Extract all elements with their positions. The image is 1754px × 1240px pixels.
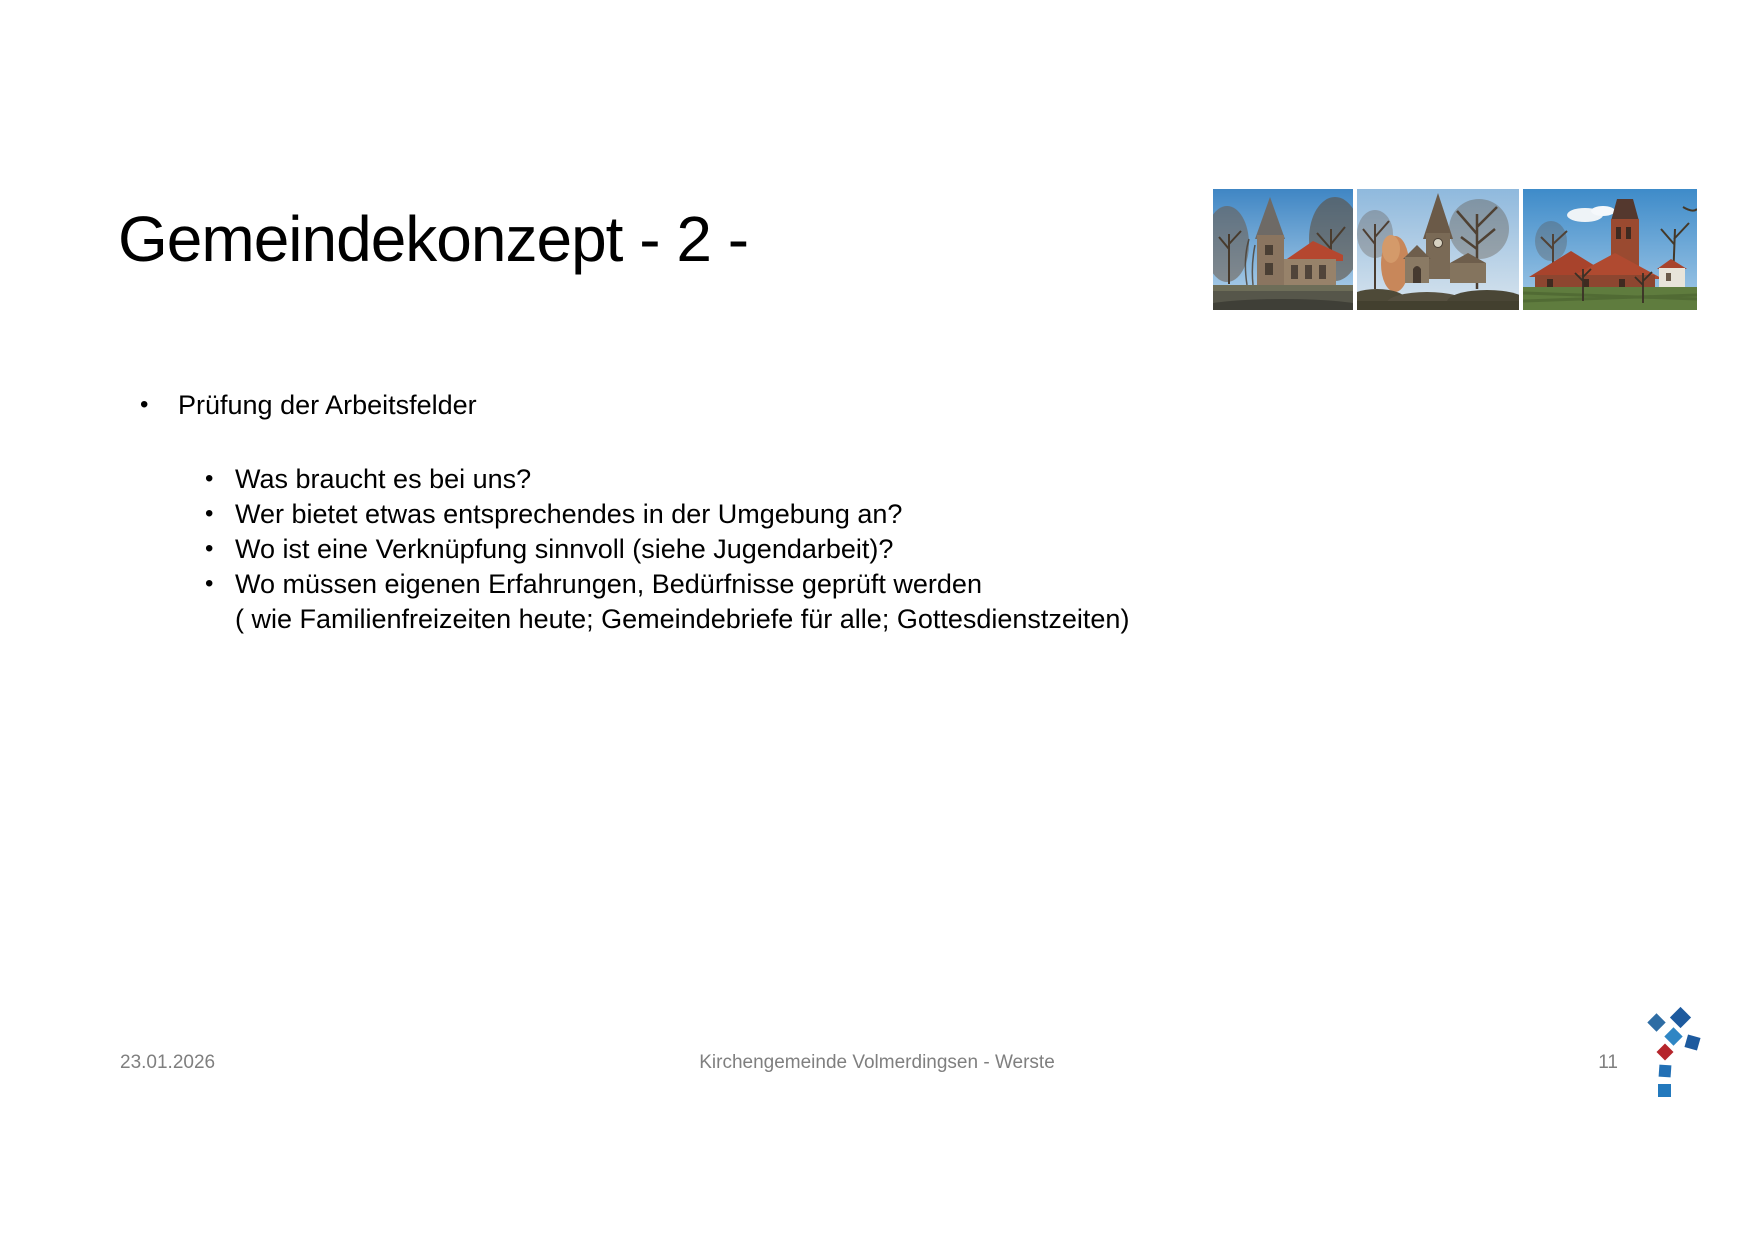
- church-photo-2: [1357, 189, 1519, 310]
- main-bullet-text: Prüfung der Arbeitsfelder: [178, 390, 477, 420]
- logo-square-icon: [1658, 1084, 1671, 1097]
- logo-square-icon: [1647, 1013, 1665, 1031]
- logo-square-icon: [1664, 1027, 1682, 1045]
- sub-bullet-row: [205, 532, 1340, 567]
- bullet-icon: •: [140, 391, 149, 418]
- church-photo-strip: [1213, 189, 1697, 310]
- sub-bullet-text: Wo ist eine Verknüpfung sinnvoll (siehe Jugendarbeit)?: [235, 534, 894, 564]
- sub-bullet-continuation-row: [205, 602, 1340, 637]
- sub-bullet-text: Wer bietet etwas entsprechendes in der Umgebung an?: [235, 499, 903, 529]
- slide-title: Gemeindekonzept - 2 -: [118, 203, 748, 275]
- logo-square-icon: [1670, 1007, 1691, 1028]
- sub-bullet-list: [205, 462, 1340, 637]
- bullet-icon: •: [205, 570, 214, 597]
- church-photo-1: [1213, 189, 1353, 310]
- sub-bullet-text: Was braucht es bei uns?: [235, 464, 532, 494]
- footer-date: 23.01.2026: [120, 1052, 216, 1073]
- logo-square-icon: [1684, 1034, 1700, 1050]
- bullet-icon: •: [205, 500, 214, 527]
- sub-bullet-row: [205, 567, 1340, 602]
- church-photo-3: [1523, 189, 1697, 310]
- sub-bullet-row: [205, 497, 1340, 532]
- bullet-icon: •: [205, 535, 214, 562]
- sub-bullet-text: Wo müssen eigenen Erfahrungen, Bedürfnisse geprüft werden: [235, 569, 982, 599]
- bullet-icon: •: [205, 465, 214, 492]
- slide-body: [140, 388, 1340, 637]
- page-number: 11: [1598, 1052, 1618, 1073]
- main-bullet-row: [140, 388, 1340, 422]
- logo-square-icon: [1657, 1044, 1674, 1061]
- logo-square-icon: [1659, 1065, 1672, 1078]
- sub-bullet-row: [205, 462, 1340, 497]
- church-community-logo: [1646, 1006, 1706, 1102]
- footer-title: Kirchengemeinde Volmerdingsen - Werste: [699, 1052, 1055, 1073]
- sub-bullet-continuation-text: ( wie Familienfreizeiten heute; Gemeindebriefe für alle; Gottesdienstzeiten): [235, 604, 1130, 634]
